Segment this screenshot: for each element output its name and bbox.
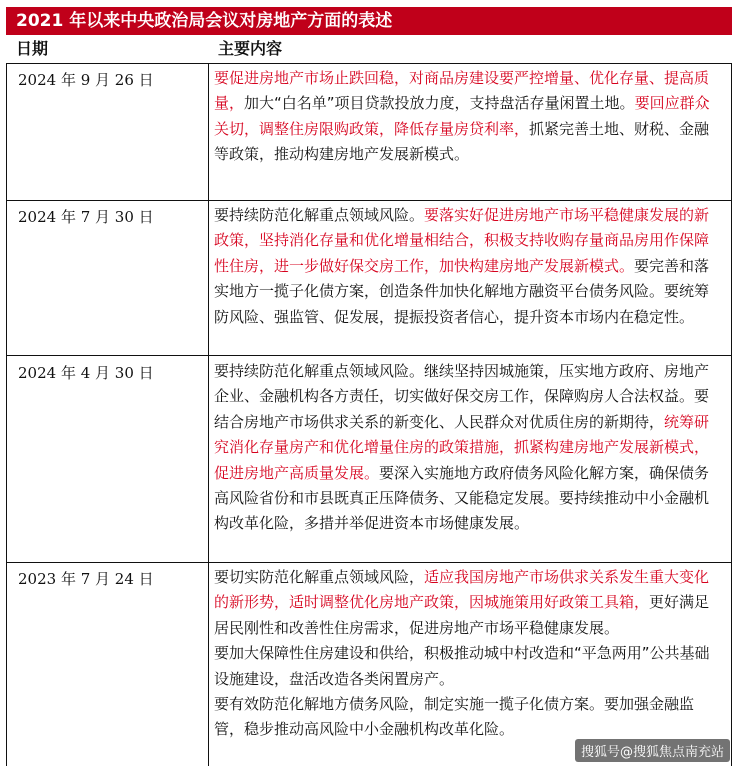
- body-text: 加大“白名单”项目贷款投放力度，支持盘活存量闲置土地。: [244, 94, 635, 113]
- watermark: 搜狐号@搜狐焦点南充站: [575, 739, 730, 762]
- body-text: 要加大保障性住房建设和供给，积极推动城中村改造和“平急两用”公共基础设施建设，盘活改造各类闲置房产。: [214, 644, 710, 688]
- row-date: 2023 年 7 月 24 日: [18, 570, 154, 588]
- row-content: [214, 565, 716, 743]
- table-header: [6, 35, 732, 63]
- column-divider: [208, 63, 209, 766]
- column-header-content: 主要内容: [218, 39, 283, 58]
- row-content: [214, 66, 716, 168]
- body-text: 要完善和落实地方一揽子化债方案，创造条件加快化解地方融资平台债务风险。要统筹防风险、强监管、促发展，提振投资者信心，提升资本市场内在稳定性。: [214, 256, 710, 326]
- highlighted-text: 适应我国房地产市场供求关系发生重大变化的新形势，适时调整优化房地产政策，因城施策用好政策工具箱，: [214, 568, 710, 612]
- highlighted-text: 要落实好促进房地产市场平稳健康发展的新政策，坚持消化存量和优化增量相结合，积极支持收购存量商品房用作保障性住房，进一步做好保交房工作，加快构建房地产发展新模式。: [214, 206, 710, 275]
- row-divider: [6, 355, 732, 356]
- table-title: 2021 年以来中央政治局会议对房地产方面的表述: [6, 7, 732, 35]
- highlighted-text: 要促进房地产市场止跌回稳，对商品房建设要严控增量、优化存量、提高质量，: [214, 69, 710, 113]
- row-date: 2024 年 9 月 26 日: [18, 71, 154, 89]
- column-header-date: 日期: [16, 39, 49, 58]
- body-text: 抓紧完善土地、财税、金融等政策，推动构建房地产发展新模式。: [214, 119, 710, 164]
- table-left-border: [6, 63, 7, 766]
- header-divider: [6, 63, 732, 64]
- highlighted-text: 要回应群众关切，调整住房限购政策，降低存量房贷利率，: [214, 94, 710, 138]
- body-text: 要有效防范化解地方债务风险，制定实施一揽子化债方案。要加强金融监管，稳步推动高风险中小金融机构改革化险。: [214, 695, 695, 739]
- highlighted-text: 统筹研究消化存量房产和优化增量住房的政策措施，抓紧构建房地产发展新模式，促进房地产高质量发展。: [214, 412, 710, 482]
- body-text: 更好满足居民刚性和改善性住房需求，促进房地产市场平稳健康发展。: [214, 593, 710, 637]
- row-date: 2024 年 7 月 30 日: [18, 208, 154, 226]
- table-right-border: [731, 63, 732, 766]
- row-divider: [6, 200, 732, 201]
- row-content: [214, 359, 716, 537]
- body-text: 要深入实施地方政府债务风险化解方案，确保债务高风险省份和市县既真正压降债务、又能稳定发展。要持续推动中小金融机构改革化险，多措并举促进资本市场健康发展。: [214, 463, 710, 533]
- row-content: [214, 203, 716, 330]
- row-date: 2024 年 4 月 30 日: [18, 364, 154, 382]
- body-text: 要持续防范化解重点领域风险。: [214, 206, 425, 224]
- body-text: 要持续防范化解重点领域风险。继续坚持因城施策，压实地方政府、房地产企业、金融机构各方责任，切实做好保交房工作，保障购房人合法权益。要结合房地产市场供求关系的新变化、人民群众对优质住房的新期待，: [214, 362, 710, 431]
- body-text: 要切实防范化解重点领域风险，: [214, 568, 425, 586]
- row-divider: [6, 562, 732, 563]
